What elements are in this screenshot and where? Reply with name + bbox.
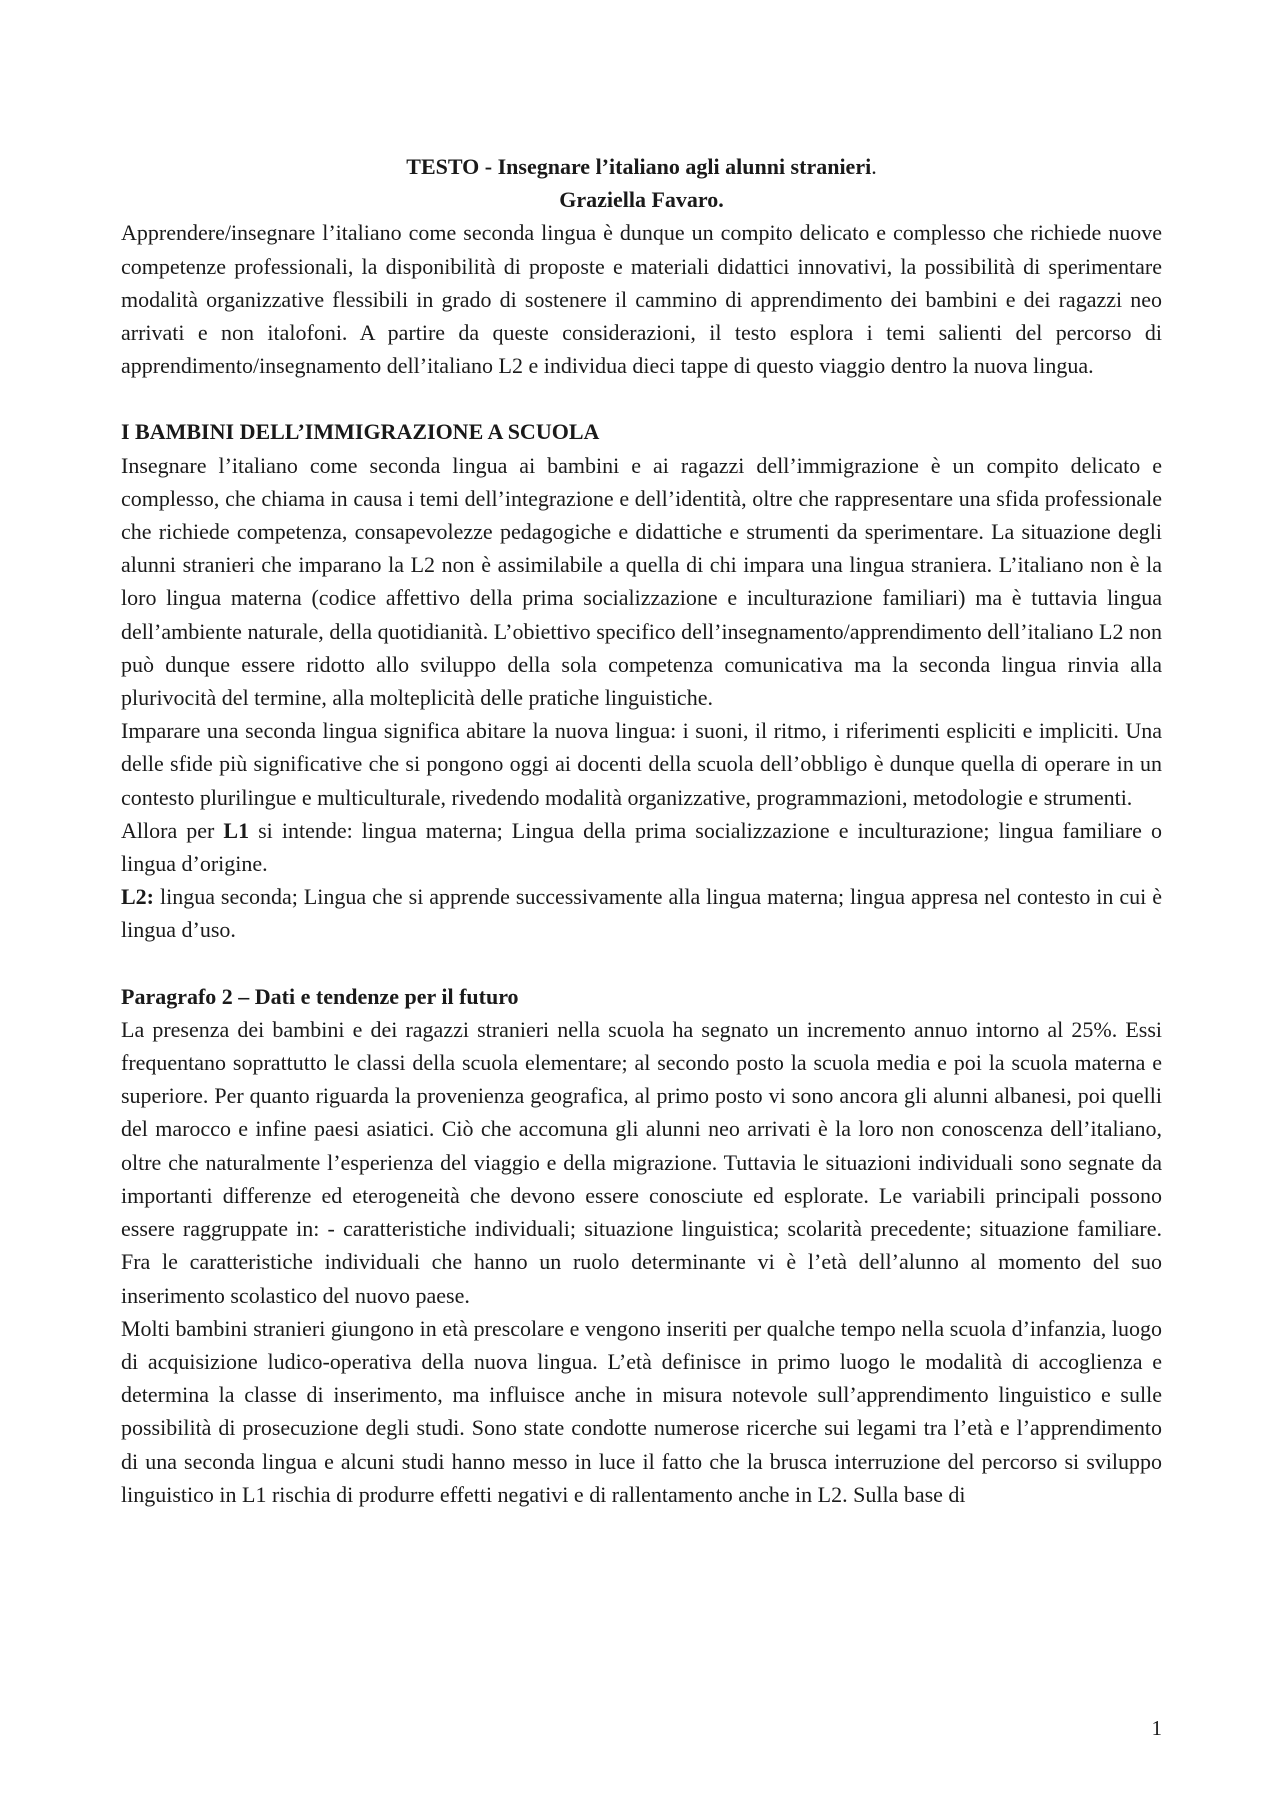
page-content xyxy=(121,150,1162,1511)
spacer xyxy=(121,382,1162,415)
section2-paragraph-2: Molti bambini stranieri giungono in età prescolare e vengono inseriti per qualche tempo nella scuola d’infanzia, luogo di acquisizione ludico-operativa della nuova lingua. L’età definisce in primo luogo le modalità di accoglienza e determina la classe di inserimento, ma influisce anche in misura notevole sull’apprendimento linguistico e sulle possibilità di prosecuzione degli studi. Sono state condotte numerose ricerche sui legami tra l’età e l’apprendimento di una seconda lingua e alcuni studi hanno messo in luce il fatto che la brusca interruzione del percorso si sviluppo linguistico in L1 rischia di produrre effetti negativi e di rallentamento anche in L2. Sulla base di xyxy=(121,1315,1162,1507)
section1-paragraph: Insegnare l’italiano come seconda lingua ai bambini e ai ragazzi dell’immigrazione è un compito delicato e complesso, che chiama in causa i temi dell’integrazione e dell’identità, oltre che rappresentare una sfida professionale che richiede competenza, consapevolezze pedagogiche e didattiche e strumenti da sperimentare. La situazione degli alunni stranieri che imparano la L2 non è assimilabile a quella di chi impara una lingua straniera. L’italiano non è la loro lingua materna (codice affettivo della prima socializzazione e inculturazione familiari) ma è tuttavia lingua dell’ambiente naturale, della quotidianità. L’obiettivo specifico dell’insegnamento/apprendimento dell’italiano L2 non può dunque essere ridotto allo sviluppo della sola competenza comunicativa ma la seconda lingua rinvia alla plurivocità del termine, alla molteplicità delle pratiche linguistiche. xyxy=(121,452,1162,711)
spacer xyxy=(121,947,1162,980)
intro-paragraph: Apprendere/insegnare l’italiano come seconda lingua è dunque un compito delicato e complesso che richiede nuove competenze professionali, la disponibilità di proposte e materiali didattici innovativi, la possibilità di sperimentare modalità organizzative flessibili in grado di sostenere il cammino di apprendimento dei bambini e dei ragazzi neo arrivati e non italofoni. A partire da queste considerazioni, il testo esplora i temi salienti del percorso di apprendimento/insegnamento dell’italiano L2 e individua dieci tappe di questo viaggio dentro la nuova lingua. xyxy=(121,220,1162,379)
l1-definition xyxy=(121,814,1162,880)
l1-prefix: Allora per xyxy=(121,817,224,843)
l2-text: lingua seconda; Lingua che si apprende successivamente alla lingua materna; lingua appresa nel contesto in cui è lingua d’uso. xyxy=(121,884,1162,943)
section1-paragraph-2: Imparare una seconda lingua significa abitare la nuova lingua: i suoni, il ritmo, i riferimenti espliciti e impliciti. Una delle sfide più significative che si pongono oggi ai docenti della scuola dell’obbligo è dunque quella di operare in un contesto plurilingue e multiculturale, rivedendo modalità organizzative, programmazioni, metodologie e strumenti. xyxy=(121,718,1162,810)
document-title xyxy=(121,150,1162,183)
document-title-period: . xyxy=(871,154,877,179)
l2-term: L2: xyxy=(121,884,154,910)
section-heading-data-trends: Paragrafo 2 – Dati e tendenze per il futuro xyxy=(121,983,519,1009)
page-number: 1 xyxy=(1151,1716,1162,1740)
document-title-text: TESTO - Insegnare l’italiano agli alunni stranieri xyxy=(406,154,872,179)
document-author: Graziella Favaro. xyxy=(559,187,724,213)
l1-text: si intende: lingua materna; Lingua della prima socializzazione e inculturazione; lingua familiare o lingua d’origine. xyxy=(121,817,1162,877)
l2-definition xyxy=(121,880,1162,946)
section-heading-immigration: I BAMBINI DELL’IMMIGRAZIONE A SCUOLA xyxy=(121,419,600,445)
section2-paragraph: La presenza dei bambini e dei ragazzi stranieri nella scuola ha segnato un incremento annuo intorno al 25%. Essi frequentano soprattutto le classi della scuola elementare; al secondo posto la scuola media e poi la scuola materna e superiore. Per quanto riguarda la provenienza geografica, al primo posto vi sono ancora gli alunni albanesi, poi quelli del marocco e infine paesi asiatici. Ciò che accomuna gli alunni neo arrivati è la loro non conoscenza dell’italiano, oltre che naturalmente l’esperienza del viaggio e della migrazione. Tuttavia le situazioni individuali sono segnate da importanti differenze ed eterogeneità che devono essere conosciute ed esplorate. Le variabili principali possono essere raggruppate in: - caratteristiche individuali; situazione linguistica; scolarità precedente; situazione familiare. Fra le caratteristiche individuali che hanno un ruolo determinante vi è l’età dell’alunno al momento del suo inserimento scolastico del nuovo paese. xyxy=(121,1016,1162,1308)
l1-term: L1 xyxy=(223,817,250,843)
